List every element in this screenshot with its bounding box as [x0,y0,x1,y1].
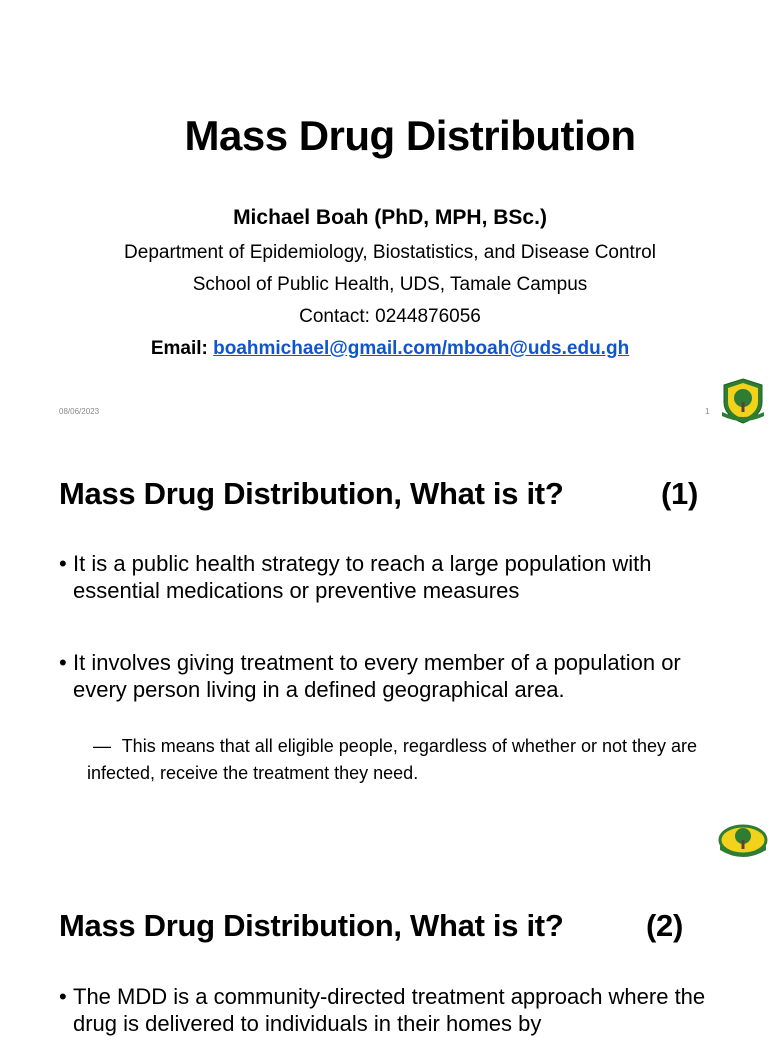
slide-date: 08/06/2023 [59,407,100,416]
slide-title-text: Mass Drug Distribution, What is it? [59,908,564,943]
email-label: Email: [150,338,208,359]
slide-title-text: Mass Drug Distribution, What is it? [59,476,564,511]
sub-bullet-item [87,733,707,787]
slide-title [59,476,698,512]
sub-bullet-text: This means that all eligible people, regardless of whether or not they are infected, receive the treatment they need. [87,736,698,783]
bullet-item: • It involves giving treatment to every member of a population or every person living in a defined geographical area. [59,649,733,703]
bullet-item: • The MDD is a community-directed treatment approach where the drug is delivered to individuals in their homes by [59,983,733,1037]
content-slide-2 [0,864,768,1036]
author-name: Michael Boah (PhD, MPH, BSc.) [233,206,547,229]
school-line: School of Public Health, UDS, Tamale Campus [192,274,588,295]
title-slide [0,0,768,432]
department-line: Department of Epidemiology, Biostatistics, and Disease Control [124,242,656,263]
bullet-item: • It is a public health strategy to reach a large population with essential medications or preventive measures [59,550,733,604]
slide-title: Mass Drug Distribution [184,112,636,159]
email-line [0,338,768,360]
university-crest-icon [718,376,768,431]
university-crest-icon [718,820,768,865]
content-slide-1 [0,432,768,864]
slide-title [59,908,683,944]
email-link[interactable]: boahmichael@gmail.com/mboah@uds.edu.gh [213,338,630,359]
slide-number: 1 [705,407,710,416]
contact-line: Contact: 0244876056 [299,306,481,327]
slide-title-number: (2) [646,908,683,943]
slide-title-number: (1) [661,476,698,511]
sub-bullet-marker: — [93,736,111,756]
